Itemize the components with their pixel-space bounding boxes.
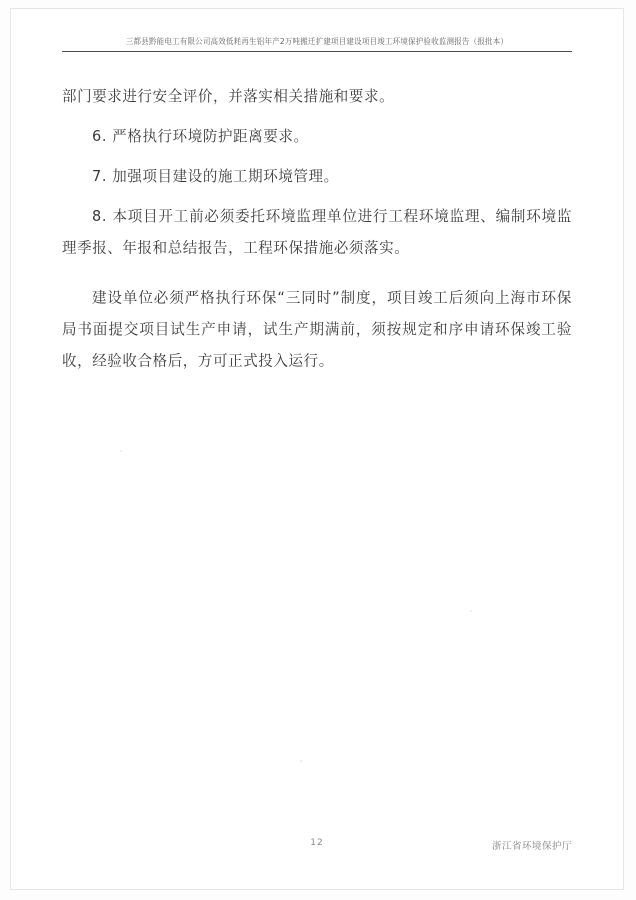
scan-speckle [120, 450, 122, 452]
page-footer [62, 838, 572, 856]
running-header-title: 三都县黔能电工有限公司高效低耗再生铝年产2万吨搬迁扩建项目建设项目竣工环境保护验收监测报告（报批本） [125, 36, 509, 47]
page-number: 12 [310, 838, 324, 848]
scan-speckle [300, 760, 302, 762]
document-body [62, 82, 572, 377]
paragraph-item-7: 7. 加强项目建设的施工期环境管理。 [92, 168, 339, 186]
page-content [10, 8, 624, 890]
running-header [62, 36, 572, 66]
paragraph-1: 部门要求进行安全评价，并落实相关措施和要求。 [62, 88, 395, 106]
paragraph-item-6: 6. 严格执行环境防护距离要求。 [92, 128, 309, 146]
footer-organization: 浙江省环境保护厅 [491, 841, 572, 852]
scan-speckle [470, 610, 472, 612]
paragraph-item-8: 8. 本项目开工前必须委托环境监理单位进行工程环境监理、编制环境监理季报、年报和总结报告，工程环保措施必须落实。 [62, 208, 572, 257]
header-divider [62, 51, 572, 52]
paragraph-closing: 建设单位必须严格执行环保“三同时”制度，项目竣工后须向上海市环保局书面提交项目试生产申请，试生产期满前，须按规定和序申请环保竣工验收，经验收合格后，方可正式投入运行。 [62, 290, 572, 370]
